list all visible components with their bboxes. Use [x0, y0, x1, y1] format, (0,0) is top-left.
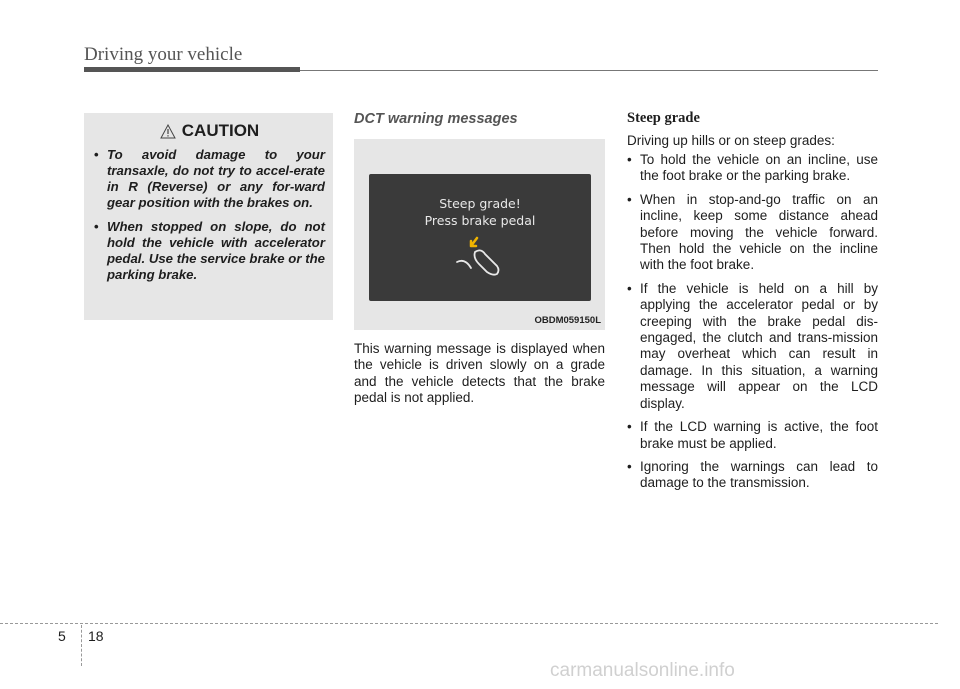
lcd-display: [369, 174, 591, 301]
brake-pedal-icon: [453, 236, 513, 280]
header-bar: [84, 67, 300, 72]
footer-rule: [0, 623, 938, 624]
footer-divider: [81, 625, 82, 666]
steep-item: • To hold the vehicle on an incline, use the foot brake or the parking brake.: [627, 152, 878, 185]
dct-heading: DCT warning messages: [354, 111, 518, 127]
warning-triangle-icon: [160, 124, 176, 139]
caution-title: CAUTION: [181, 121, 260, 140]
steep-intro: Driving up hills or on steep grades:: [627, 133, 835, 148]
steep-item: • When in stop-and-go traffic on an incline, keep some distance ahead before moving the vehicle forward. Then hold the vehicle on the incline with the foot brake.: [627, 192, 878, 274]
lcd-line-1: Steep grade!: [439, 196, 521, 211]
figure-code: OBDM059150L: [534, 315, 601, 326]
page-number: 18: [88, 628, 104, 644]
watermark: carmanualsonline.info: [550, 660, 735, 681]
dct-description: This warning message is displayed when the vehicle is driven slowly on a grade and the vehicle detects that the brake pedal is not applied.: [354, 341, 605, 406]
lcd-line-2: Press brake pedal: [424, 213, 536, 228]
caution-item: • To avoid damage to your transaxle, do not try to accel-erate in R (Reverse) or any for-ward gear position with the brakes on.: [94, 147, 325, 211]
caution-item: • When stopped on slope, do not hold the vehicle with accelerator pedal. Use the service brake or the parking brake.: [94, 219, 325, 283]
caution-list: [94, 147, 325, 283]
caution-header: [94, 121, 325, 141]
chapter-number: 5: [58, 628, 66, 644]
steep-item: • If the LCD warning is active, the foot brake must be applied.: [627, 419, 878, 452]
caution-box: [84, 113, 333, 320]
steep-heading: Steep grade: [627, 110, 700, 126]
steep-list: [627, 152, 878, 499]
section-title: Driving your vehicle: [84, 44, 243, 65]
steep-item: • If the vehicle is held on a hill by applying the accelerator pedal or by creeping with the brake pedal dis-engaged, the clutch and trans-mission may overheat which can result in damage. In this situation, a warning message will appear on the LCD display.: [627, 281, 878, 412]
header-rule: [300, 70, 878, 71]
steep-item: • Ignoring the warnings can lead to damage to the transmission.: [627, 459, 878, 492]
